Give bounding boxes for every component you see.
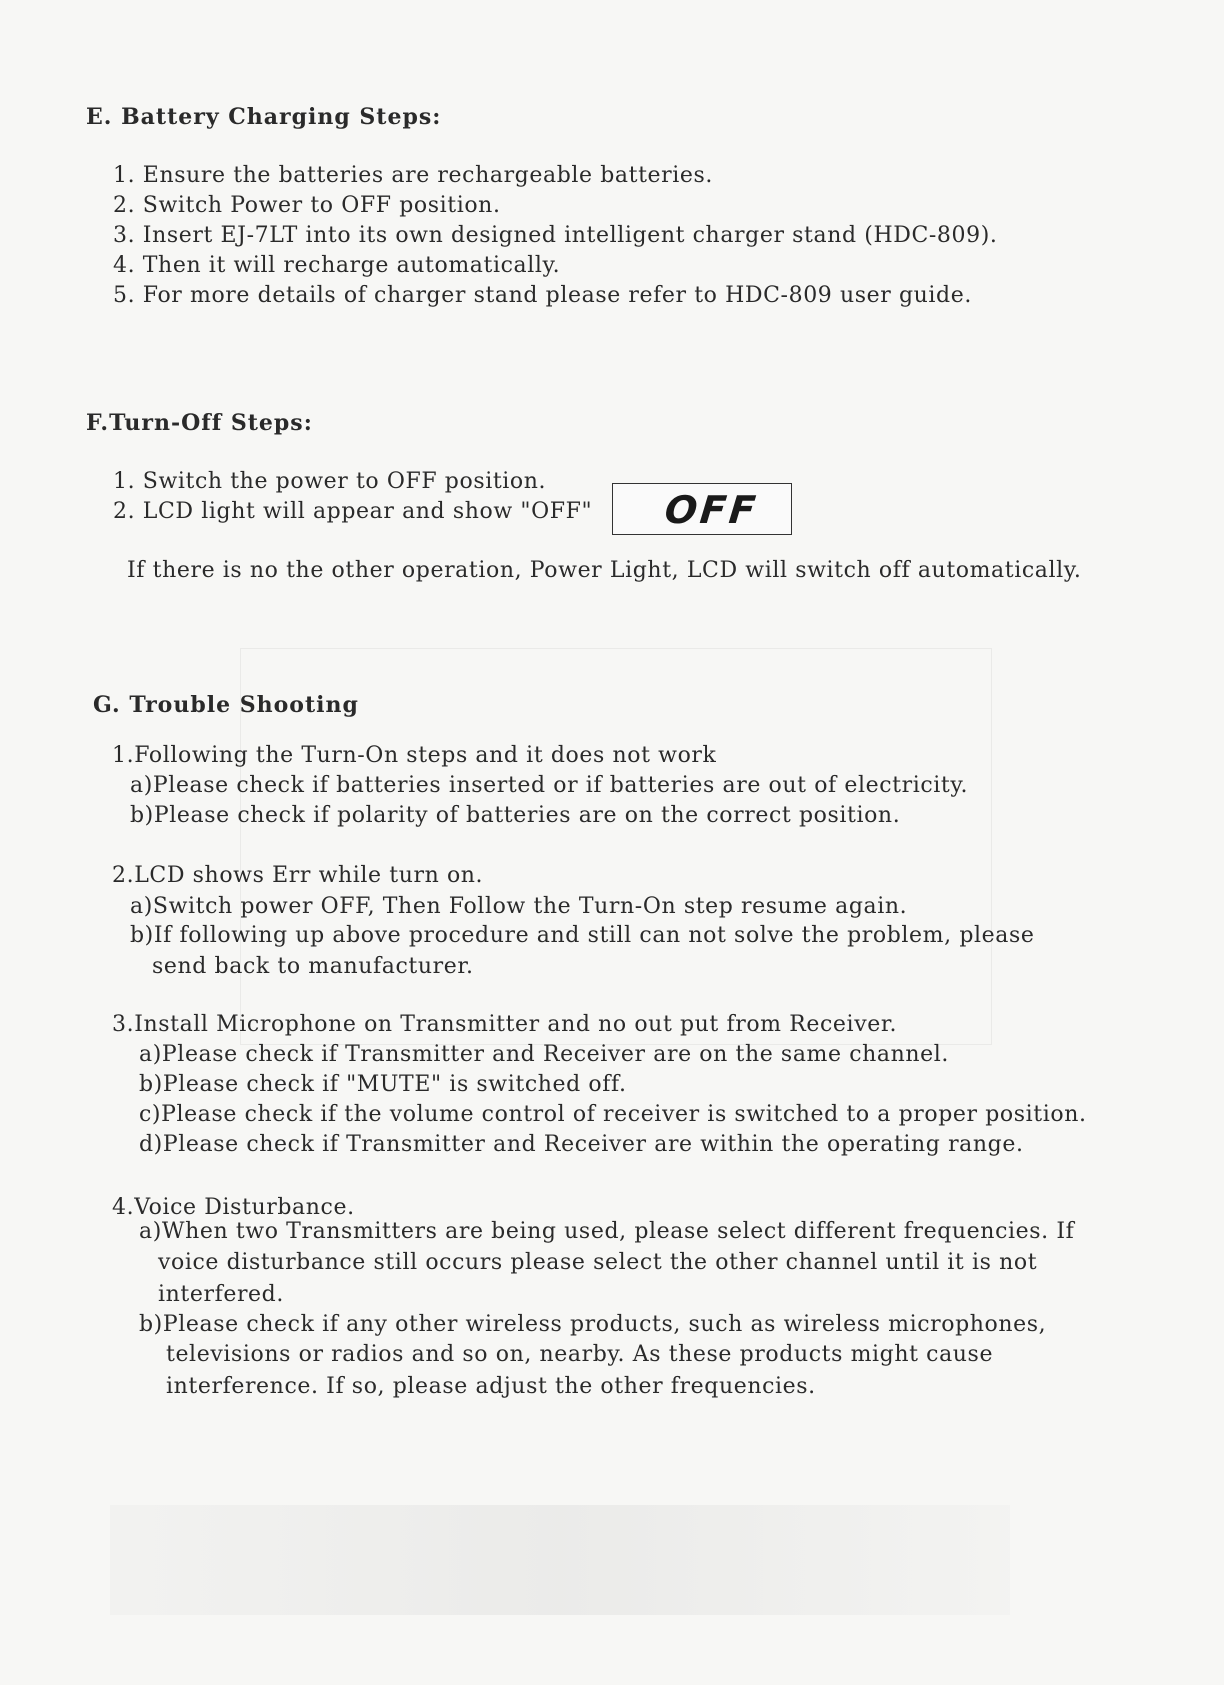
trouble-item-1-line-a: a)Please check if batteries inserted or if batteries are out of electricity. [130, 773, 969, 798]
trouble-item-3-title: 3.Install Microphone on Transmitter and no out put from Receiver. [112, 1012, 898, 1037]
trouble-item-1-line-b: b)Please check if polarity of batteries are on the correct position. [130, 803, 901, 828]
trouble-item-4-title: 4.Voice Disturbance. [112, 1195, 355, 1220]
turn-off-step-1: 1. Switch the power to OFF position. [113, 469, 547, 494]
bleed-through-footer [110, 1505, 1010, 1615]
heading-trouble-shooting: G. Trouble Shooting [93, 692, 359, 718]
charging-step-5: 5. For more details of charger stand please refer to HDC-809 user guide. [113, 283, 972, 308]
trouble-item-4-line-b-cont-2: interference. If so, please adjust the other frequencies. [166, 1374, 816, 1399]
trouble-item-4-line-b: b)Please check if any other wireless products, such as wireless microphones, [139, 1312, 1047, 1337]
trouble-item-1-title: 1.Following the Turn-On steps and it does not work [112, 743, 717, 768]
trouble-item-3-line-a: a)Please check if Transmitter and Receiver are on the same channel. [139, 1042, 950, 1067]
trouble-item-3-line-c: c)Please check if the volume control of receiver is switched to a proper position. [139, 1102, 1087, 1127]
charging-step-2: 2. Switch Power to OFF position. [113, 193, 501, 218]
trouble-item-4-line-a: a)When two Transmitters are being used, please select different frequencies. If [139, 1219, 1075, 1244]
heading-battery-charging: E. Battery Charging Steps: [86, 104, 442, 130]
charging-step-4: 4. Then it will recharge automatically. [113, 253, 561, 278]
trouble-item-4-line-a-cont-1: voice disturbance still occurs please select the other channel until it is not [158, 1250, 1038, 1275]
trouble-item-3-line-b: b)Please check if "MUTE" is switched off. [139, 1072, 627, 1097]
turn-off-note: If there is no the other operation, Power Light, LCD will switch off automatically. [127, 558, 1082, 583]
lcd-display-box [612, 483, 792, 535]
trouble-item-2-line-b: b)If following up above procedure and still can not solve the problem, please [130, 923, 1035, 948]
heading-turn-off: F.Turn-Off Steps: [86, 410, 313, 436]
turn-off-step-2: 2. LCD light will appear and show "OFF" [113, 499, 593, 524]
trouble-item-4-line-a-cont-2: interfered. [158, 1282, 284, 1307]
trouble-item-2-line-b-cont: send back to manufacturer. [152, 954, 474, 979]
trouble-item-4-line-b-cont-1: televisions or radios and so on, nearby. As these products might cause [166, 1342, 994, 1367]
charging-step-1: 1. Ensure the batteries are rechargeable batteries. [113, 163, 713, 188]
trouble-item-2-title: 2.LCD shows Err while turn on. [112, 863, 484, 888]
lcd-off-readout: OFF [662, 488, 761, 532]
trouble-item-3-line-d: d)Please check if Transmitter and Receiver are within the operating range. [139, 1132, 1024, 1157]
trouble-item-2-line-a: a)Switch power OFF, Then Follow the Turn-On step resume again. [130, 894, 908, 919]
charging-step-3: 3. Insert EJ-7LT into its own designed intelligent charger stand (HDC-809). [113, 223, 998, 248]
